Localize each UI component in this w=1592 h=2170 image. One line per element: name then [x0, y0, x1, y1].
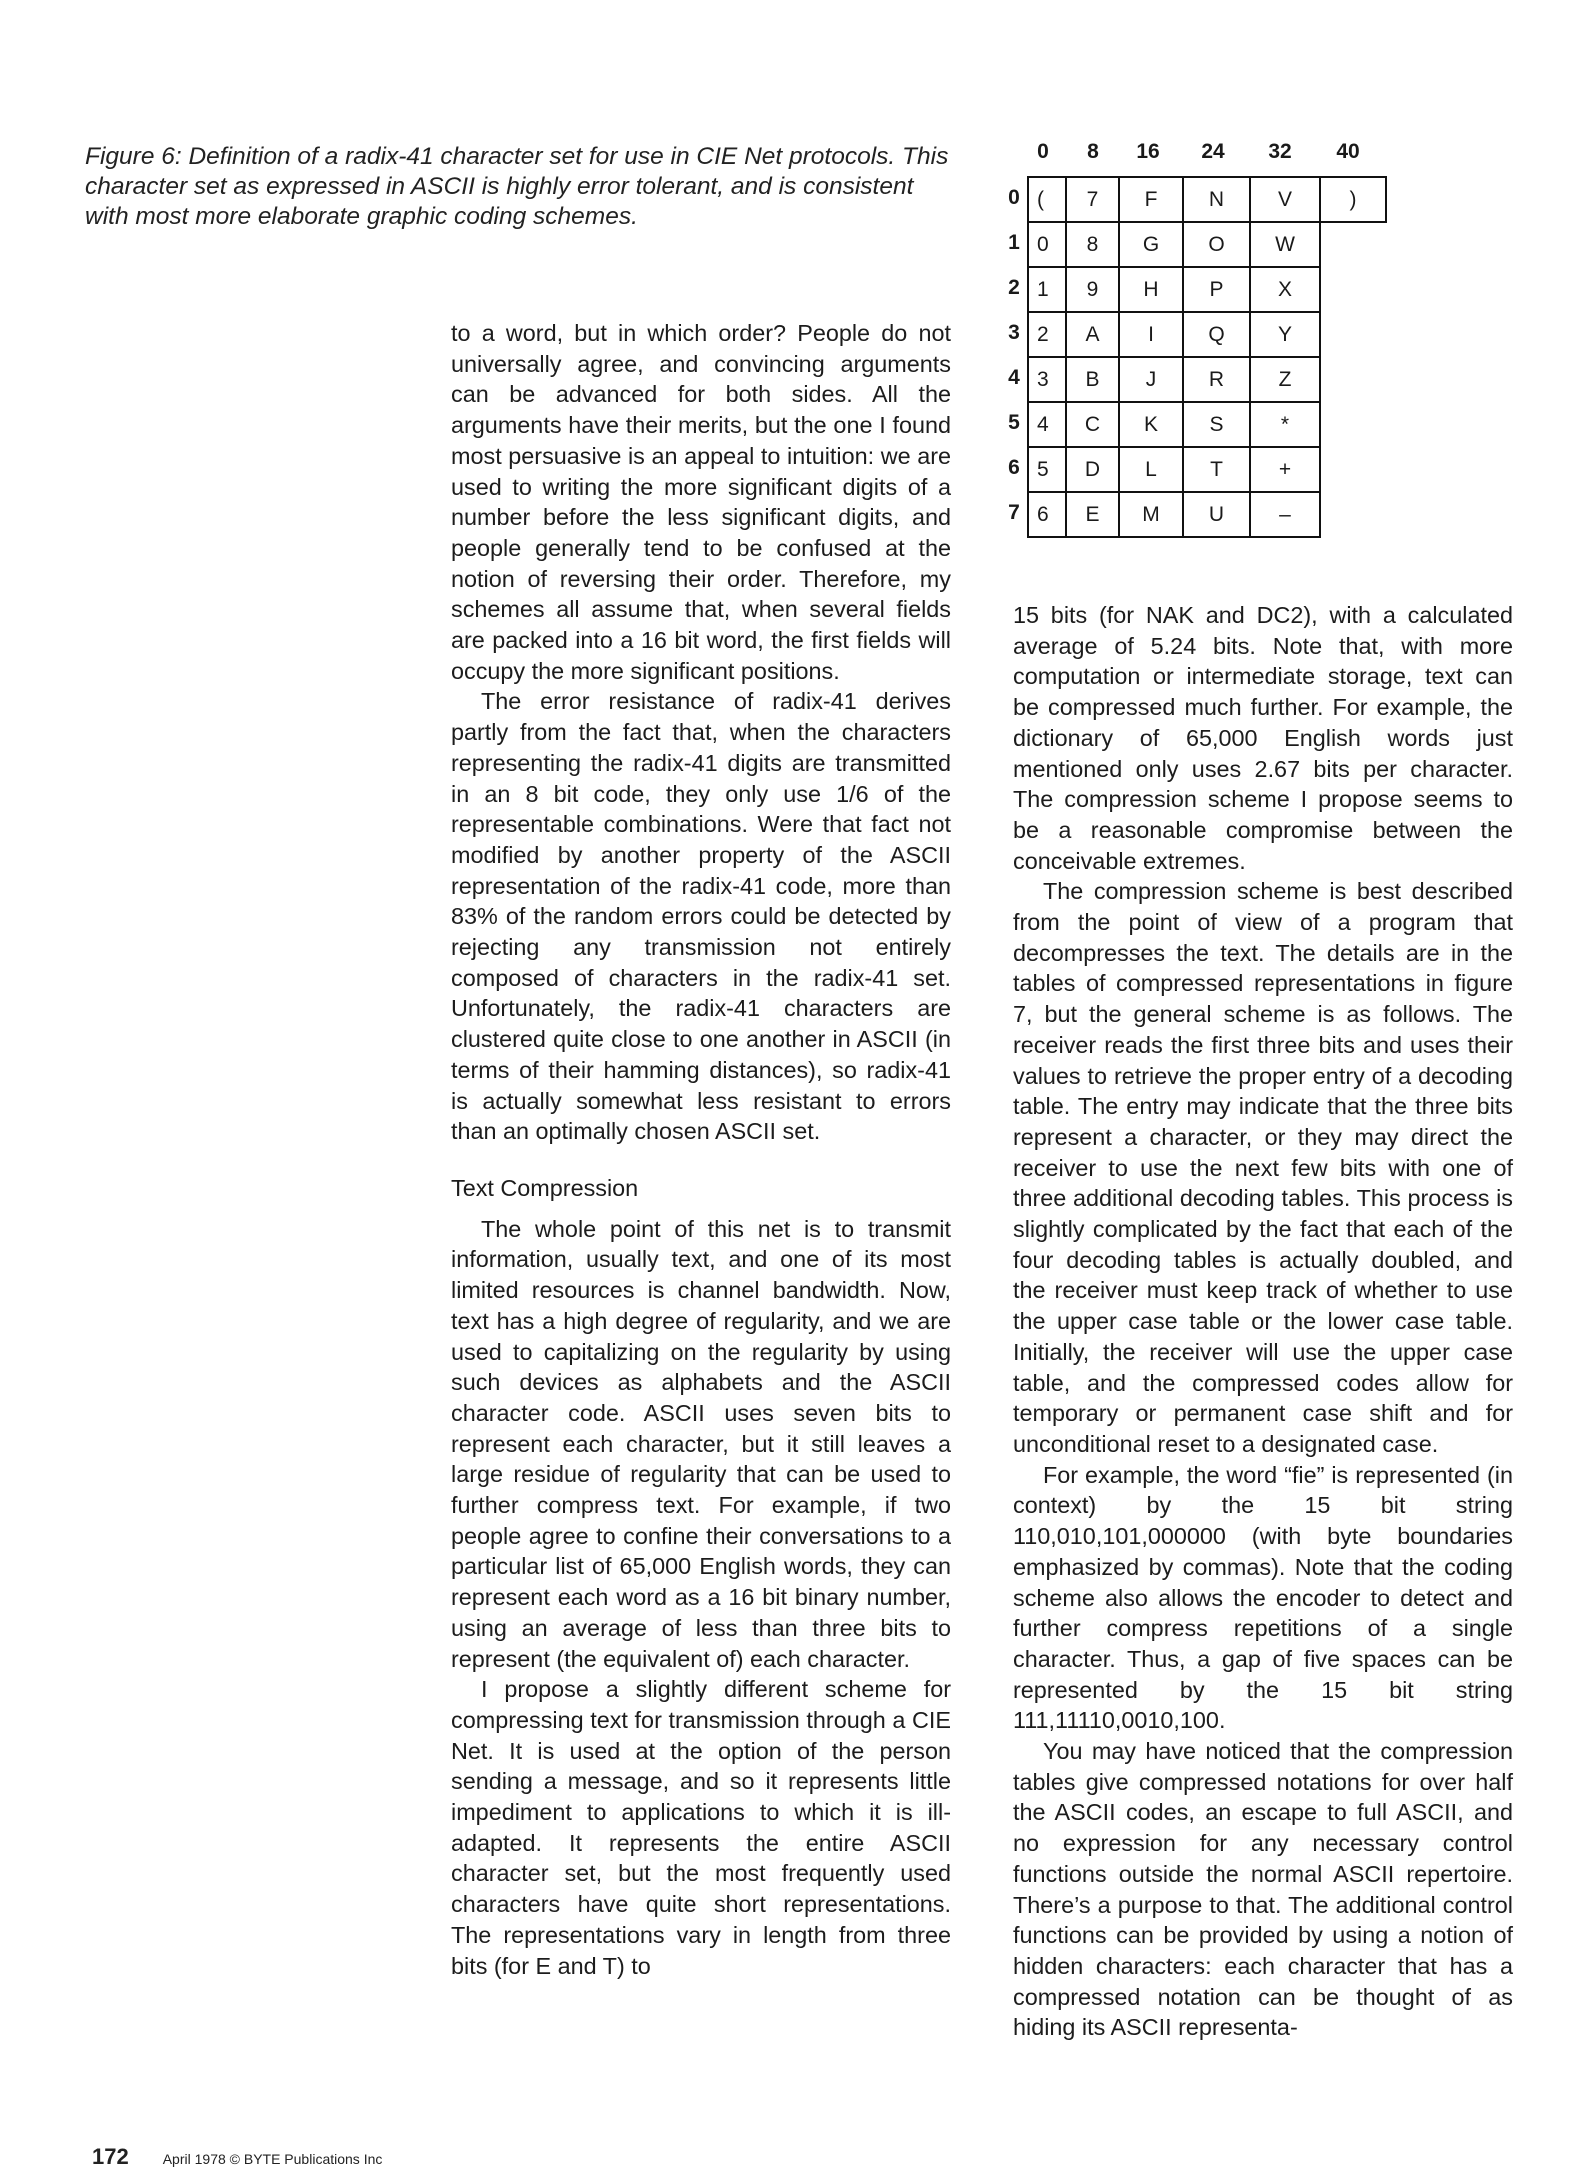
table-cell: W	[1249, 221, 1321, 268]
table-cell: *	[1249, 401, 1321, 448]
column-header: 40	[1336, 140, 1360, 163]
table-cell: –	[1249, 491, 1321, 538]
column-header: 24	[1201, 140, 1225, 163]
row-header: 5	[1008, 411, 1020, 434]
table-cell: )	[1319, 176, 1387, 223]
right-column	[1013, 600, 1513, 2043]
table-cell: O	[1182, 221, 1251, 268]
row-header: 0	[1008, 186, 1020, 209]
table-cell: 2	[1027, 311, 1067, 358]
table-cell: V	[1249, 176, 1321, 223]
table-cell: F	[1118, 176, 1184, 223]
column-header: 8	[1087, 140, 1099, 163]
left-column	[451, 318, 951, 1981]
row-header: 3	[1008, 321, 1020, 344]
row-header: 1	[1008, 231, 1020, 254]
table-cell: M	[1118, 491, 1184, 538]
paragraph: 15 bits (for NAK and DC2), with a calculated average of 5.24 bits. Note that, with more computation or intermediate storage, text can be compressed much further. For example, the dictionary of 65,000 English words just mentioned only uses 2.67 bits per character. The compression scheme I propose seems to be a reasonable compromise between the conceivable extremes.	[1013, 602, 1513, 874]
column-header: 0	[1037, 140, 1049, 163]
table-cell: E	[1065, 491, 1120, 538]
table-cell: (	[1027, 176, 1067, 223]
table-cell: +	[1249, 446, 1321, 493]
table-cell: 8	[1065, 221, 1120, 268]
table-cell: R	[1182, 356, 1251, 403]
row-header: 2	[1008, 276, 1020, 299]
paragraph: I propose a slightly different scheme for compressing text for transmission through a CIE Net. It is used at the option of the person sending a message, and so it represents little impediment to applications to which it is ill-adapted. It represents the entire ASCII character set, but the most frequently used characters have quite short representations. The representations vary in length from three bits (for E and T) to	[451, 1676, 951, 1979]
table-cell: J	[1118, 356, 1184, 403]
table-cell: 9	[1065, 266, 1120, 313]
section-heading: Text Compression	[451, 1174, 639, 1201]
paragraph: The whole point of this net is to transmit information, usually text, and one of its most limited resources is channel bandwidth. Now, text has a high degree of regularity, and we are used to capitalizing on the regularity by using such devices as alphabets and the ASCII character code. ASCII uses seven bits to represent each character, but it still leaves a large residue of regularity that can be used to further compress text. For example, if two people agree to confine their conversations to a particular list of 65,000 English words, they can represent each word as a 16 bit binary number, using an average of less than three bits to represent (the equivalent of) each character.	[451, 1215, 951, 1672]
table-cell: U	[1182, 491, 1251, 538]
table-cell: 3	[1027, 356, 1067, 403]
table-cell: D	[1065, 446, 1120, 493]
table-cell: 1	[1027, 266, 1067, 313]
table-cell: I	[1118, 311, 1184, 358]
row-header: 6	[1008, 456, 1020, 479]
figure-caption: Figure 6: Definition of a radix-41 character set for use in CIE Net protocols. This character set as expressed in ASCII is highly error tolerant, and is consistent with most more elaborate graphic coding schemes.	[85, 143, 949, 230]
table-cell: 7	[1065, 176, 1120, 223]
table-cell: H	[1118, 266, 1184, 313]
table-cell: T	[1182, 446, 1251, 493]
page-footer	[92, 2144, 382, 2170]
table-cell: 0	[1027, 221, 1067, 268]
footer-credit: April 1978 © BYTE Publications Inc	[162, 2151, 383, 2167]
column-header: 16	[1136, 140, 1160, 163]
table-cell: C	[1065, 401, 1120, 448]
table-cell: Z	[1249, 356, 1321, 403]
column-header: 32	[1268, 140, 1292, 163]
table-cell: S	[1182, 401, 1251, 448]
table-cell: A	[1065, 311, 1120, 358]
table-cell: B	[1065, 356, 1120, 403]
paragraph: The error resistance of radix-41 derives partly from the fact that, when the characters representing the radix-41 digits are transmitted in an 8 bit code, they only use 1/6 of the representable combinations. Were that fact not modified by another property of the ASCII representation of the radix-41 code, more than 83% of the random errors could be detected by rejecting any transmission not entirely composed of characters in the radix-41 set. Unfortunately, the radix-41 characters are clustered quite close to one another in ASCII (in terms of their hamming distances), so radix-41 is actually somewhat less resistant to errors than an optimally chosen ASCII set.	[451, 688, 951, 1145]
table-cell: 5	[1027, 446, 1067, 493]
table-cell: Y	[1249, 311, 1321, 358]
row-header: 4	[1008, 366, 1020, 389]
table-cell: K	[1118, 401, 1184, 448]
table-cell: Q	[1182, 311, 1251, 358]
table-cell: X	[1249, 266, 1321, 313]
row-header: 7	[1008, 501, 1020, 524]
table-cell: G	[1118, 221, 1184, 268]
table-cell: N	[1182, 176, 1251, 223]
paragraph: For example, the word “fie” is represented (in context) by the 15 bit string 110,010,101,000000 (with byte boundaries emphasized by commas). Note that the coding scheme also allows the encoder to detect and further compress repetitions of a single character. Thus, a gap of five spaces can be represented by the 15 bit string 111,11110,0010,100.	[1013, 1461, 1513, 1734]
table-cell: 4	[1027, 401, 1067, 448]
paragraph: The compression scheme is best described from the point of view of a program that decompresses the text. The details are in the tables of compressed representations in figure 7, but the general scheme is as follows. The receiver reads the first three bits and uses their values to retrieve the proper entry of a decoding table. The entry may indicate that the three bits represent a character, or they may direct the receiver to use the next few bits with one of three additional decoding tables. This process is slightly complicated by the fact that each of the four decoding tables is actually doubled, and the receiver must keep track of whether to use the upper case table or the lower case table. Initially, the receiver will use the upper case table, and the compressed codes allow for temporary or permanent case shift and for unconditional reset to a designated case.	[1013, 878, 1513, 1457]
page-number: 172	[92, 2144, 129, 2169]
paragraph: to a word, but in which order? People do not universally agree, and convincing arguments can be advanced for both sides. All the arguments have their merits, but the one I found most persuasive is an appeal to intuition: we are used to writing the more significant digits of a number before the less significant digits, and people generally tend to be confused at the notion of reversing their order. Therefore, my schemes all assume that, when several fields are packed into a 16 bit word, the first fields will occupy the more significant positions.	[451, 320, 951, 684]
paragraph: You may have noticed that the compression tables give compressed notations for over half the ASCII codes, an escape to full ASCII, and no expression for any necessary control functions outside the normal ASCII repertoire. There’s a purpose to that. The additional control functions can be provided by using a notion of hidden characters: each character that has a compressed notation can be thought of as hiding its ASCII representa-	[1013, 1738, 1513, 2041]
table-cell: P	[1182, 266, 1251, 313]
table-cell: 6	[1027, 491, 1067, 538]
table-cell: L	[1118, 446, 1184, 493]
